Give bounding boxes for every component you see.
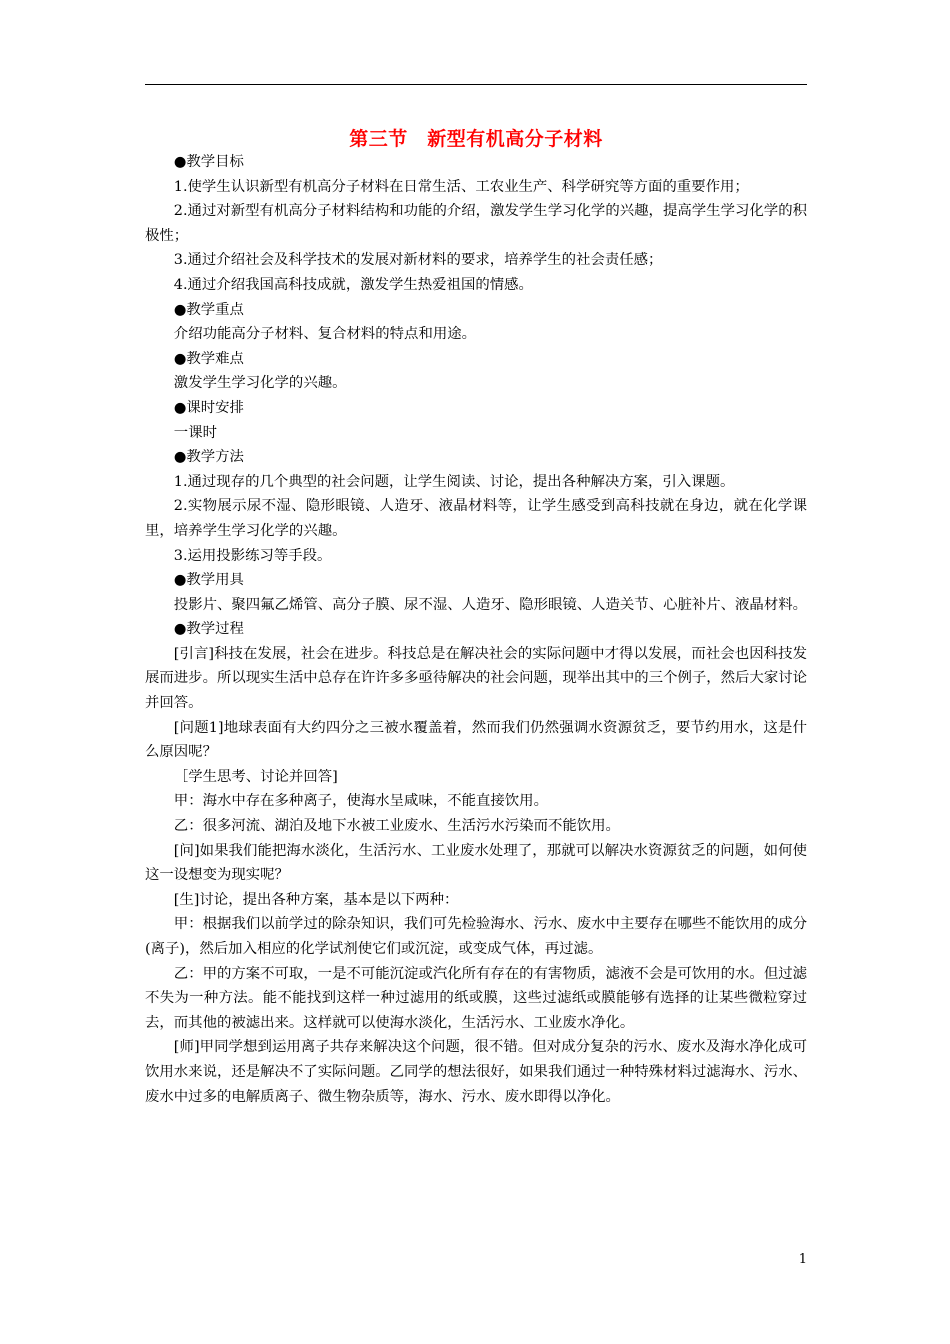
paragraph: [引言]科技在发展，社会在进步。科技总是在解决社会的实际问题中才得以发展，而社会也因科技发展而进步。所以现实生活中总存在许许多多亟待解决的社会问题，现举出其中的三个例子，然后大家讨论并回答。 xyxy=(145,645,807,712)
paragraph: ［学生思考、讨论并回答] xyxy=(173,768,338,785)
paragraph: 乙：很多河流、湖泊及地下水被工业废水、生活污水污染而不能饮用。 xyxy=(173,818,620,835)
section-heading: ●教学用具 xyxy=(173,572,244,589)
paragraph: 2.实物展示尿不湿、隐形眼镜、人造牙、液晶材料等，让学生感受到高科技就在身边，就在化学课里，培养学生学习化学的兴趣。 xyxy=(145,498,807,539)
section-heading: ●教学过程 xyxy=(173,621,244,638)
section-heading: ●教学方法 xyxy=(173,449,244,466)
paragraph: 3.运用投影练习等手段。 xyxy=(173,547,332,564)
paragraph: 1.通过现存的几个典型的社会问题，让学生阅读、讨论，提出各种解决方案，引入课题。 xyxy=(173,473,735,490)
paragraph: 乙：甲的方案不可取，一是不可能沉淀或汽化所有存在的有害物质，滤液不会是可饮用的水。但过滤不失为一种方法。能不能找到这样一种过滤用的纸或膜，这些过滤纸或膜能够有选择的让某些微粒穿过去，而其他的被滤出来。这样就可以使海水淡化，生活污水、工业废水净化。 xyxy=(145,965,807,1031)
section-heading: ●教学难点 xyxy=(173,350,244,367)
paragraph: 介绍功能高分子材料、复合材料的特点和用途。 xyxy=(173,326,477,343)
header-rule xyxy=(145,84,807,85)
page-title: 第三节 新型有机高分子材料 xyxy=(349,128,603,150)
section-heading: ●教学重点 xyxy=(173,301,244,318)
paragraph: 1.使学生认识新型有机高分子材料在日常生活、工农业生产、科学研究等方面的重要作用； xyxy=(173,178,749,195)
paragraph: 3.通过介绍社会及科学技术的发展对新材料的要求，培养学生的社会责任感； xyxy=(173,252,663,269)
paragraph: 甲：海水中存在多种离子，使海水呈咸味，不能直接饮用。 xyxy=(173,793,548,810)
paragraph: 2.通过对新型有机高分子材料结构和功能的介绍，激发学生学习化学的兴趣，提高学生学习化学的积极性； xyxy=(145,203,807,244)
paragraph: [生]讨论，提出各种方案，基本是以下两种： xyxy=(173,891,459,908)
section-heading: ●课时安排 xyxy=(173,399,244,416)
paragraph: [问]如果我们能把海水淡化，生活污水、工业废水处理了，那就可以解决水资源贫乏的问题，如何使这一设想变为现实呢？ xyxy=(145,842,807,884)
paragraph: 投影片、聚四氟乙烯管、高分子膜、尿不湿、人造牙、隐形眼镜、人造关节、心脏补片、液晶材料。 xyxy=(173,596,807,613)
body-text xyxy=(145,150,807,1109)
paragraph: 激发学生学习化学的兴趣。 xyxy=(173,375,347,392)
paragraph: [问题1]地球表面有大约四分之三被水覆盖着，然而我们仍然强调水资源贫乏，要节约用水，这是什么原因呢？ xyxy=(145,719,807,761)
section-heading: ●教学目标 xyxy=(173,154,244,170)
page-number: 1 xyxy=(798,1252,807,1267)
paragraph: 4.通过介绍我国高科技成就，激发学生热爱祖国的情感。 xyxy=(173,276,533,293)
paragraph: 甲：根据我们以前学过的除杂知识，我们可先检验海水、污水、废水中主要存在哪些不能饮用的成分(离子)，然后加入相应的化学试剂使它们或沉淀，或变成气体，再过滤。 xyxy=(145,916,807,957)
paragraph: [师]甲同学想到运用离子共存来解决这个问题，很不错。但对成分复杂的污水、废水及海水净化成可饮用水来说，还是解决不了实际问题。乙同学的想法很好，如果我们通过一种特殊材料过滤海水、污水、废水中过多的电解质离子、微生物杂质等，海水、污水、废水即得以净化。 xyxy=(145,1039,807,1105)
paragraph: 一课时 xyxy=(173,424,217,441)
